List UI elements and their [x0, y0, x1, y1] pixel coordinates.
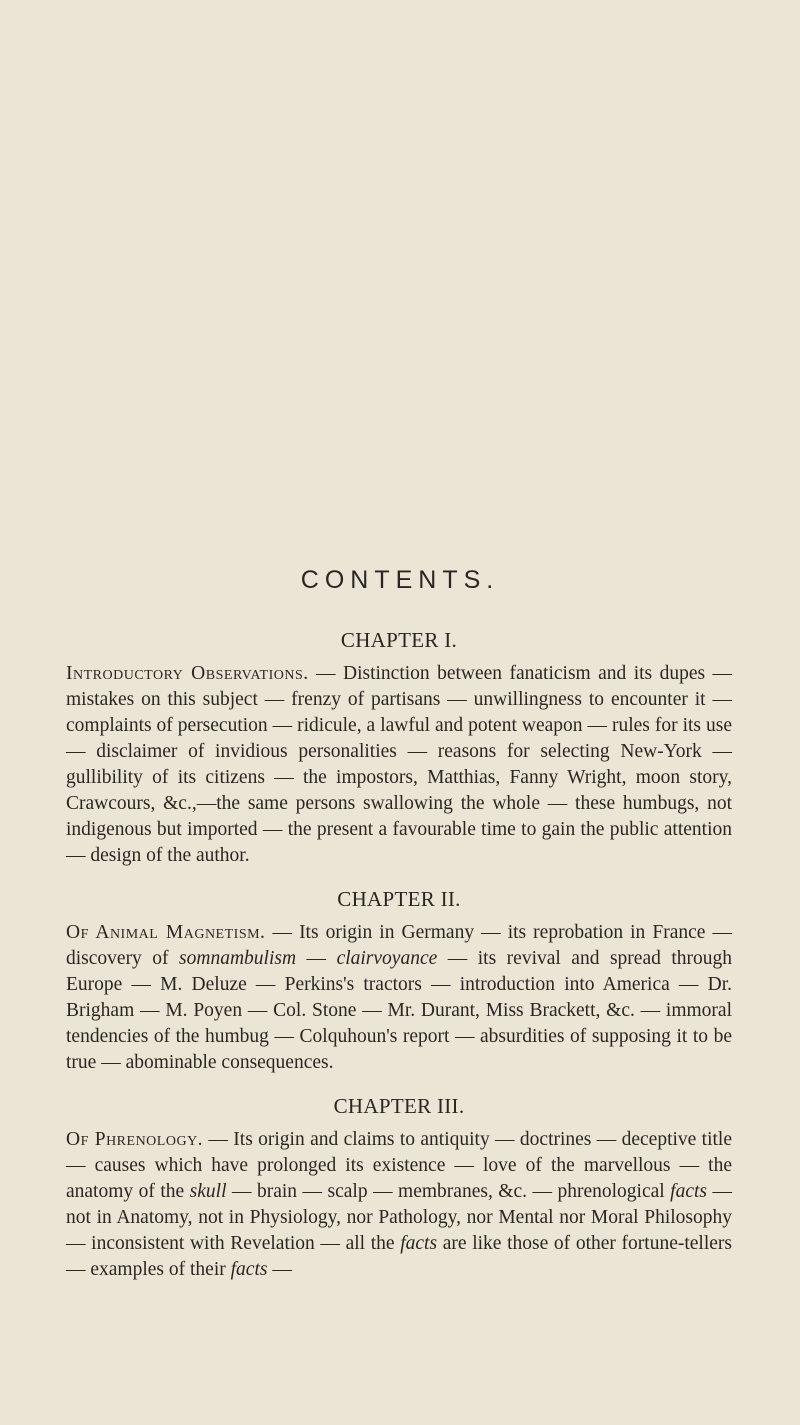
- chapter-1-summary: [66, 661, 732, 869]
- chapter-3-summary: [66, 1127, 732, 1283]
- chapter-1: [66, 628, 732, 869]
- chapter-3-text: are like those of other fortune-tellers — examples of their: [66, 1233, 732, 1280]
- chapter-2-text: — its revival and spread through Europe — M. Deluze — Perkins's tractors — introduction into America — Dr. Brigham — M. Poyen — Col. Stone — Mr. Durant, Miss Brackett, &c. — immoral tendencies of the humbug — Colquhoun's report — absurdities of supposing it to be true — abominable consequences.: [66, 948, 733, 1073]
- chapter-1-subject: Introductory Observations.: [66, 663, 309, 684]
- chapter-list: [66, 628, 732, 1283]
- chapter-3-text: — Its origin and claims to antiquity — doctrines — deceptive title — causes which have prolonged its existence — love of the marvellous — the anatomy of the: [66, 1129, 732, 1202]
- chapter-2-text: — Its origin in Germany — its reprobation in France — discovery of: [66, 922, 732, 969]
- chapter-3-text: —: [267, 1259, 292, 1280]
- chapter-2-subject: Of Animal Magnetism.: [66, 922, 266, 943]
- chapter-3-heading: CHAPTER III.: [333, 1094, 465, 1118]
- contents-title: CONTENTS.: [300, 566, 500, 594]
- chapter-3-term-skull: skull: [189, 1181, 227, 1202]
- chapter-2-heading: CHAPTER II.: [337, 887, 461, 911]
- chapter-2-term-clairvoyance: clairvoyance: [336, 948, 438, 969]
- chapter-3-term-facts: facts: [400, 1233, 438, 1254]
- chapter-3-text: — brain — scalp — membranes, &c. — phrenological: [226, 1181, 671, 1202]
- chapter-1-text: — Distinction between fanaticism and its dupes — mistakes on this subject — frenzy of partisans — unwillingness to encounter it — complaints of persecution — ridicule, a lawful and potent weapon — rules for its use — disclaimer of invidious personalities — reasons for selecting New-York — gullibility of its citizens — the impostors, Matthias, Fanny Wright, moon story, Crawcours, &c.,—the same persons swallowing the whole — these humbugs, not indigenous but imported — the present a favourable time to gain the public attention — design of the author.: [66, 663, 733, 866]
- chapter-2-text: —: [296, 948, 337, 969]
- chapter-2-summary: [66, 920, 732, 1076]
- chapter-2: [66, 887, 732, 1076]
- chapter-3-text: — not in Anatomy, not in Physiology, nor Pathology, nor Mental nor Moral Philosophy — inconsistent with Revelation — all the: [66, 1181, 732, 1254]
- chapter-3-term-facts: facts: [230, 1259, 268, 1280]
- chapter-3-term-facts: facts: [670, 1181, 708, 1202]
- chapter-2-term-somnambulism: somnambulism: [179, 948, 297, 969]
- chapter-1-heading: CHAPTER I.: [340, 628, 458, 652]
- chapter-3-subject: Of Phrenology.: [66, 1129, 204, 1150]
- chapter-3: [66, 1094, 732, 1283]
